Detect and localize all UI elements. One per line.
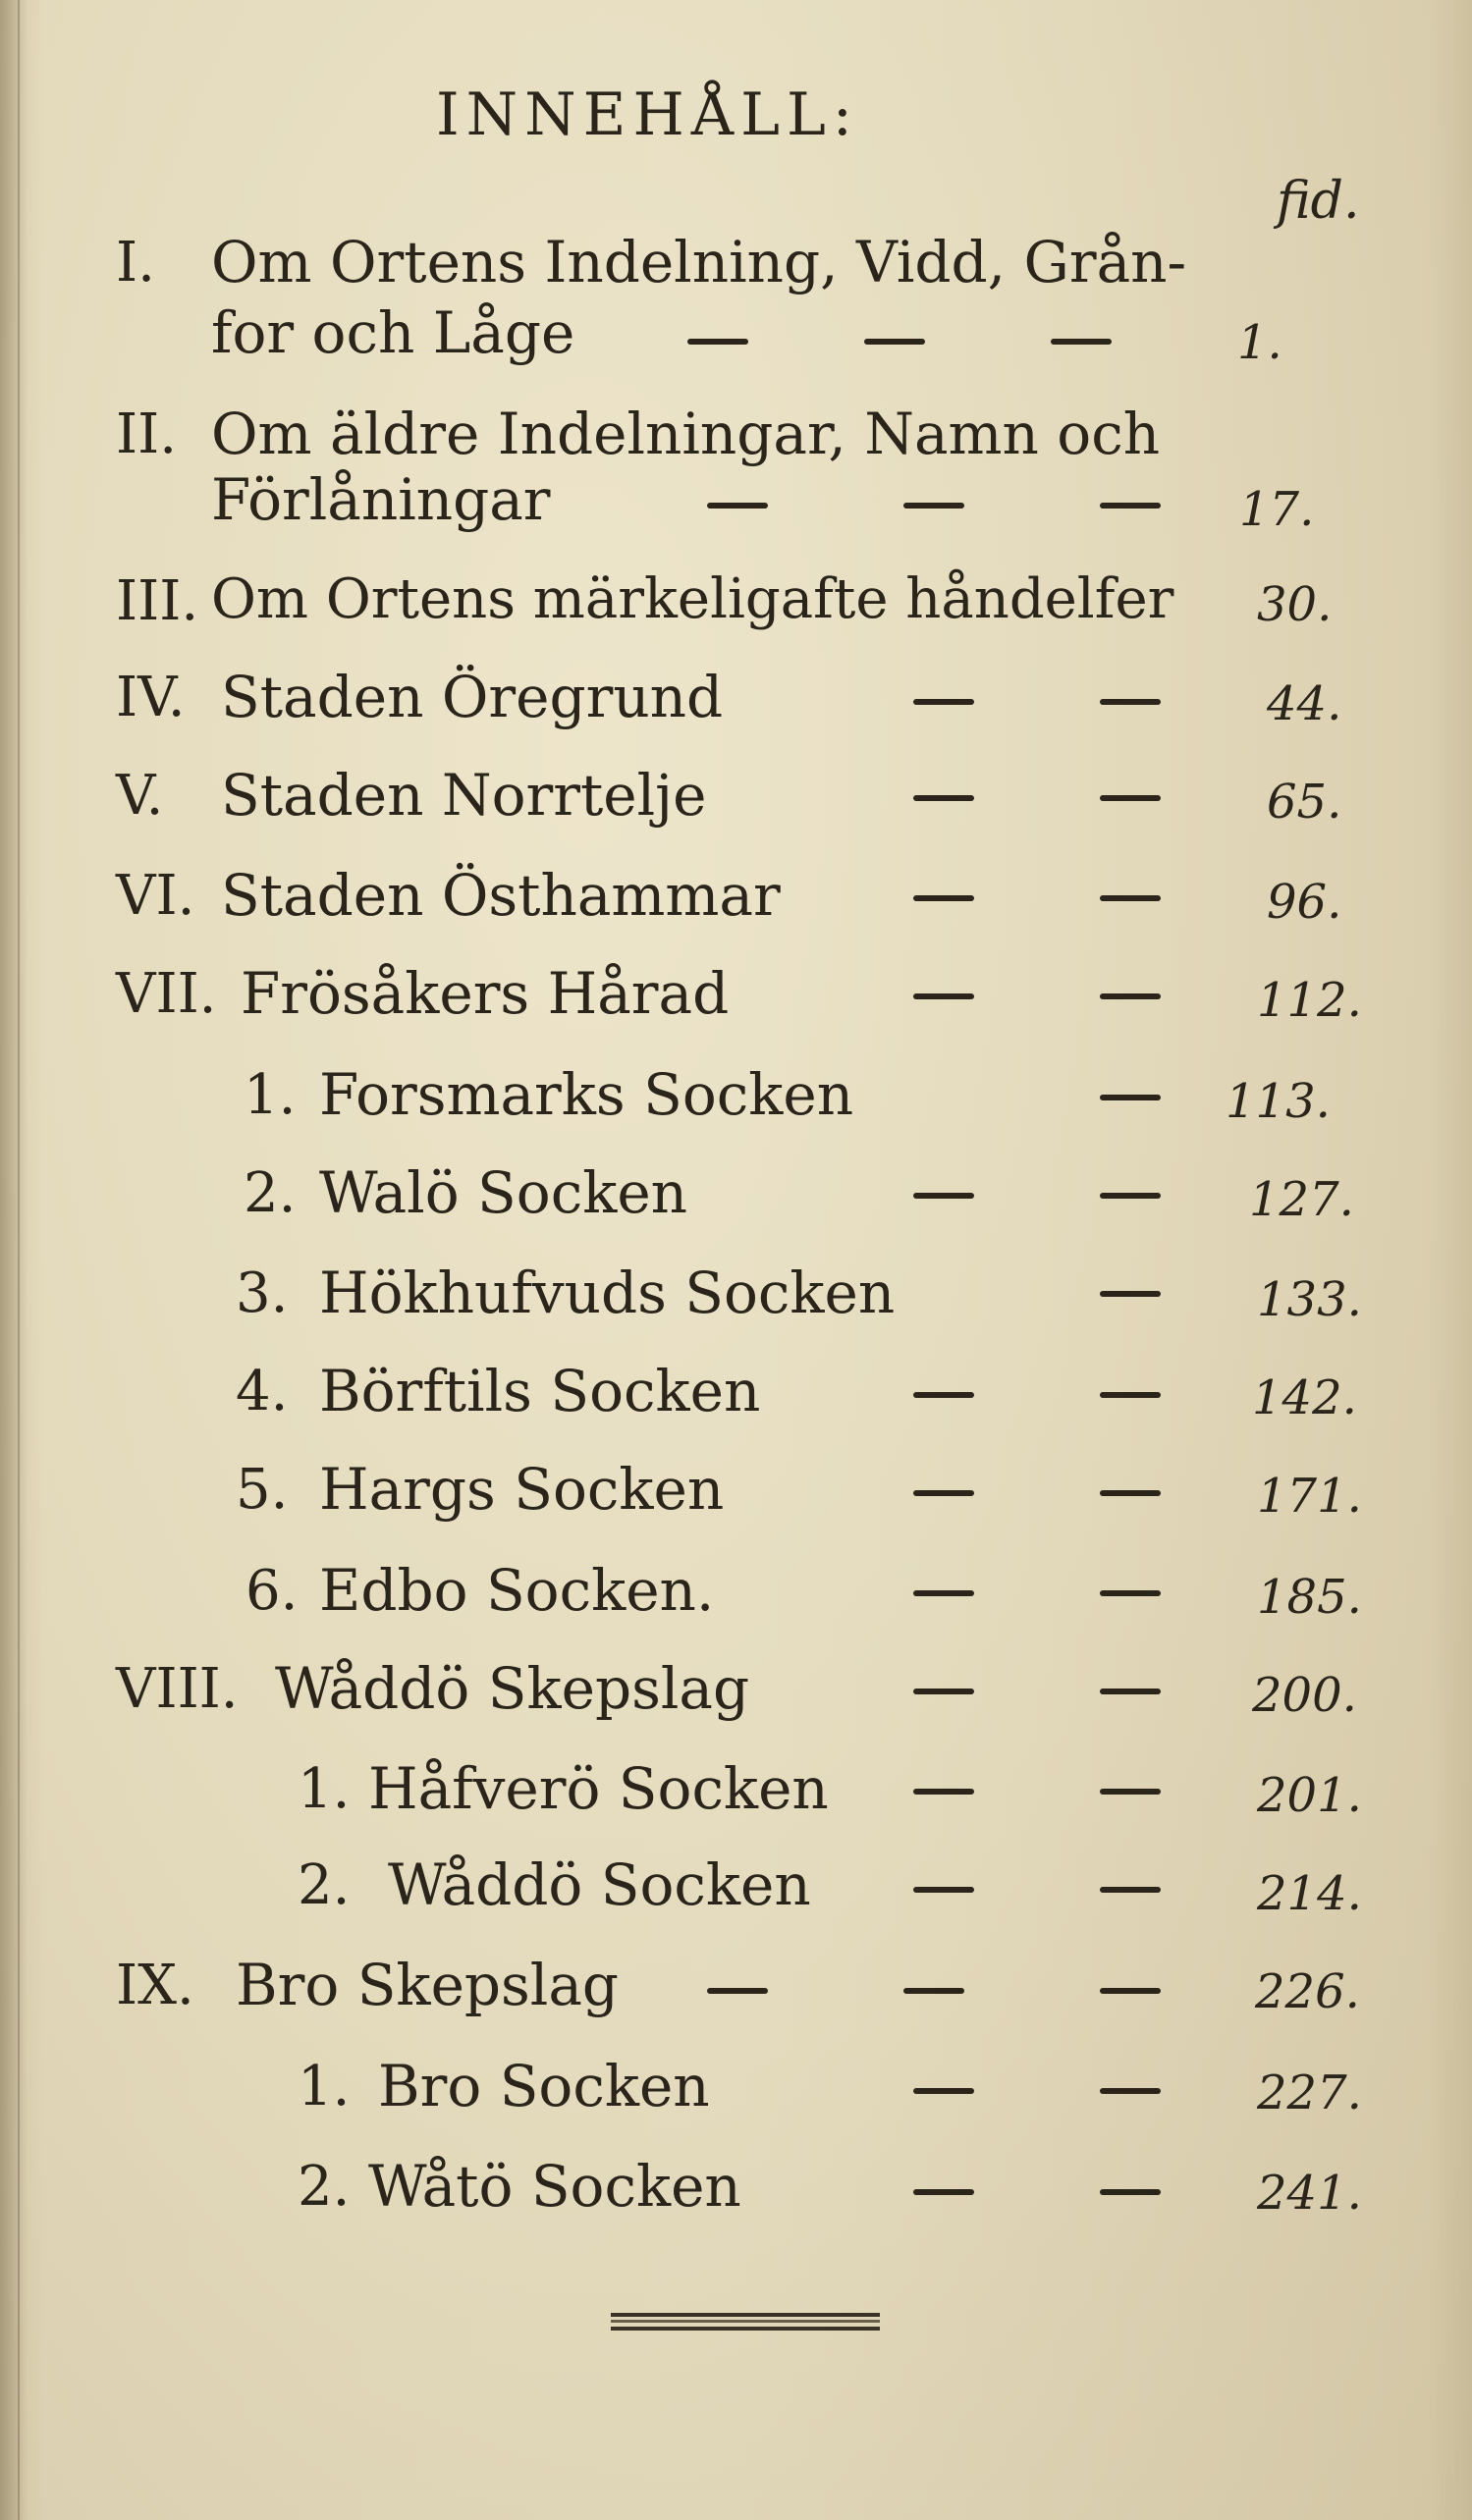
toc-entry-number: IV. xyxy=(116,666,186,729)
toc-subentry-title: Walö Socken xyxy=(319,1159,688,1226)
toc-entry-title: Om Ortens märkeligafte håndelfer xyxy=(211,567,1174,631)
toc-entry-title: Staden Öregrund xyxy=(221,664,724,730)
toc-subentry-title: Bro Socken xyxy=(378,2053,710,2119)
toc-page-number: 241. xyxy=(1257,2166,1362,2221)
toc-entry-title: Staden Norrtelje xyxy=(221,762,707,829)
toc-page-number: 30. xyxy=(1257,577,1333,632)
leader-dash xyxy=(1100,1291,1161,1297)
leader-dash xyxy=(1051,339,1112,345)
leader-dash xyxy=(707,503,768,509)
toc-subentry-title: Wåddö Socken xyxy=(388,1851,811,1918)
leader-dash xyxy=(913,2189,974,2195)
leader-dash xyxy=(1100,2189,1161,2195)
leader-dash xyxy=(913,1689,974,1694)
leader-dash xyxy=(903,503,964,509)
leader-dash xyxy=(1100,699,1161,705)
toc-page-number: 214. xyxy=(1257,1866,1362,1921)
toc-page-number: 227. xyxy=(1257,2065,1362,2120)
page-column-label: fid. xyxy=(1277,172,1360,231)
leader-dash xyxy=(1100,2088,1161,2094)
toc-entry-number: V. xyxy=(116,764,164,828)
toc-page-number: 112. xyxy=(1257,973,1362,1028)
leader-dash xyxy=(903,1988,964,1994)
toc-subentry-number: 2. xyxy=(298,2155,351,2219)
leader-dash xyxy=(1100,1095,1161,1100)
toc-page-number: 127. xyxy=(1249,1172,1354,1227)
toc-subentry-title: Håfverö Socken xyxy=(368,1755,829,1822)
toc-entry-title: Frösåkers Hårad xyxy=(241,960,730,1027)
leader-dash xyxy=(1100,895,1161,901)
leader-dash xyxy=(1100,503,1161,509)
toc-page-number: 226. xyxy=(1255,1964,1360,2019)
leader-dash xyxy=(1100,1689,1161,1694)
toc-subentry-title: Hökhufvuds Socken xyxy=(319,1260,896,1326)
leader-dash xyxy=(1100,1193,1161,1199)
leader-dash xyxy=(913,1193,974,1199)
toc-entry-number: III. xyxy=(116,569,199,633)
leader-dash xyxy=(1100,1988,1161,1994)
toc-page-number: 200. xyxy=(1252,1668,1357,1723)
toc-entry-number: II. xyxy=(116,402,178,466)
leader-dash xyxy=(913,993,974,999)
toc-subentry-number: 2. xyxy=(244,1161,297,1225)
leader-dash xyxy=(1100,1789,1161,1795)
leader-dash xyxy=(913,1590,974,1596)
leader-dash xyxy=(707,1988,768,1994)
toc-entry-number: VIII. xyxy=(116,1657,239,1721)
leader-dash xyxy=(1100,993,1161,999)
toc-page-number: 185. xyxy=(1257,1570,1362,1625)
toc-subentry-title: Edbo Socken. xyxy=(319,1557,715,1624)
leader-dash xyxy=(1100,1490,1161,1496)
toc-subentry-number: 1. xyxy=(298,1757,351,1821)
toc-subentry-number: 1. xyxy=(244,1063,297,1127)
toc-page-number: 201. xyxy=(1257,1768,1362,1823)
toc-page-number: 171. xyxy=(1257,1469,1362,1524)
leader-dash xyxy=(913,1789,974,1795)
toc-subentry-title: Wåtö Socken xyxy=(368,2153,741,2220)
toc-entry-title: Wåddö Skepslag xyxy=(275,1655,750,1722)
leader-dash xyxy=(864,339,925,345)
toc-page-number: 17. xyxy=(1239,482,1315,537)
toc-subentry-number: 6. xyxy=(245,1559,299,1623)
toc-subentry-number: 2. xyxy=(298,1853,351,1917)
toc-entry-title: Staden Östhammar xyxy=(221,862,781,929)
toc-entry-number: VI. xyxy=(116,864,195,928)
toc-page-number: 1. xyxy=(1237,315,1282,370)
toc-entry-number: I. xyxy=(116,231,155,295)
toc-entry-title-line1: Om äldre Indelningar, Namn och xyxy=(211,401,1161,467)
leader-dash xyxy=(913,2088,974,2094)
toc-subentry-number: 4. xyxy=(236,1360,289,1423)
leader-dash xyxy=(913,1490,974,1496)
toc-entry-number: IX. xyxy=(116,1954,194,2017)
leader-dash xyxy=(913,895,974,901)
toc-subentry-title: Forsmarks Socken xyxy=(319,1061,854,1128)
toc-page-number: 113. xyxy=(1226,1074,1331,1129)
toc-page-number: 65. xyxy=(1267,775,1342,830)
toc-page-number: 44. xyxy=(1267,676,1342,731)
toc-subentry-number: 5. xyxy=(236,1458,289,1522)
gutter-line xyxy=(18,0,20,2520)
closing-rule xyxy=(611,2313,880,2331)
page-title: INNEHÅLL: xyxy=(435,80,860,149)
leader-dash xyxy=(913,1392,974,1398)
toc-entry-title-line2: Förlåningar xyxy=(211,466,551,533)
leader-dash xyxy=(1100,795,1161,801)
gutter-shadow xyxy=(0,0,27,2520)
toc-page-number: 96. xyxy=(1267,875,1342,930)
toc-subentry-title: Hargs Socken xyxy=(319,1456,725,1523)
toc-subentry-number: 1. xyxy=(298,2055,351,2118)
toc-subentry-number: 3. xyxy=(236,1261,289,1325)
toc-page-number: 142. xyxy=(1252,1370,1357,1425)
toc-entry-title-line1: Om Ortens Indelning, Vidd, Grån- xyxy=(211,229,1187,295)
leader-dash xyxy=(687,339,748,345)
leader-dash xyxy=(1100,1887,1161,1893)
leader-dash xyxy=(913,795,974,801)
leader-dash xyxy=(913,1887,974,1893)
toc-page-number: 133. xyxy=(1257,1272,1362,1327)
toc-subentry-title: Börftils Socken xyxy=(319,1358,761,1424)
leader-dash xyxy=(913,699,974,705)
leader-dash xyxy=(1100,1392,1161,1398)
toc-entry-title: Bro Skepslag xyxy=(236,1952,620,2018)
toc-entry-number: VII. xyxy=(116,962,217,1026)
toc-entry-title-line2: for och Låge xyxy=(211,299,575,366)
leader-dash xyxy=(1100,1590,1161,1596)
